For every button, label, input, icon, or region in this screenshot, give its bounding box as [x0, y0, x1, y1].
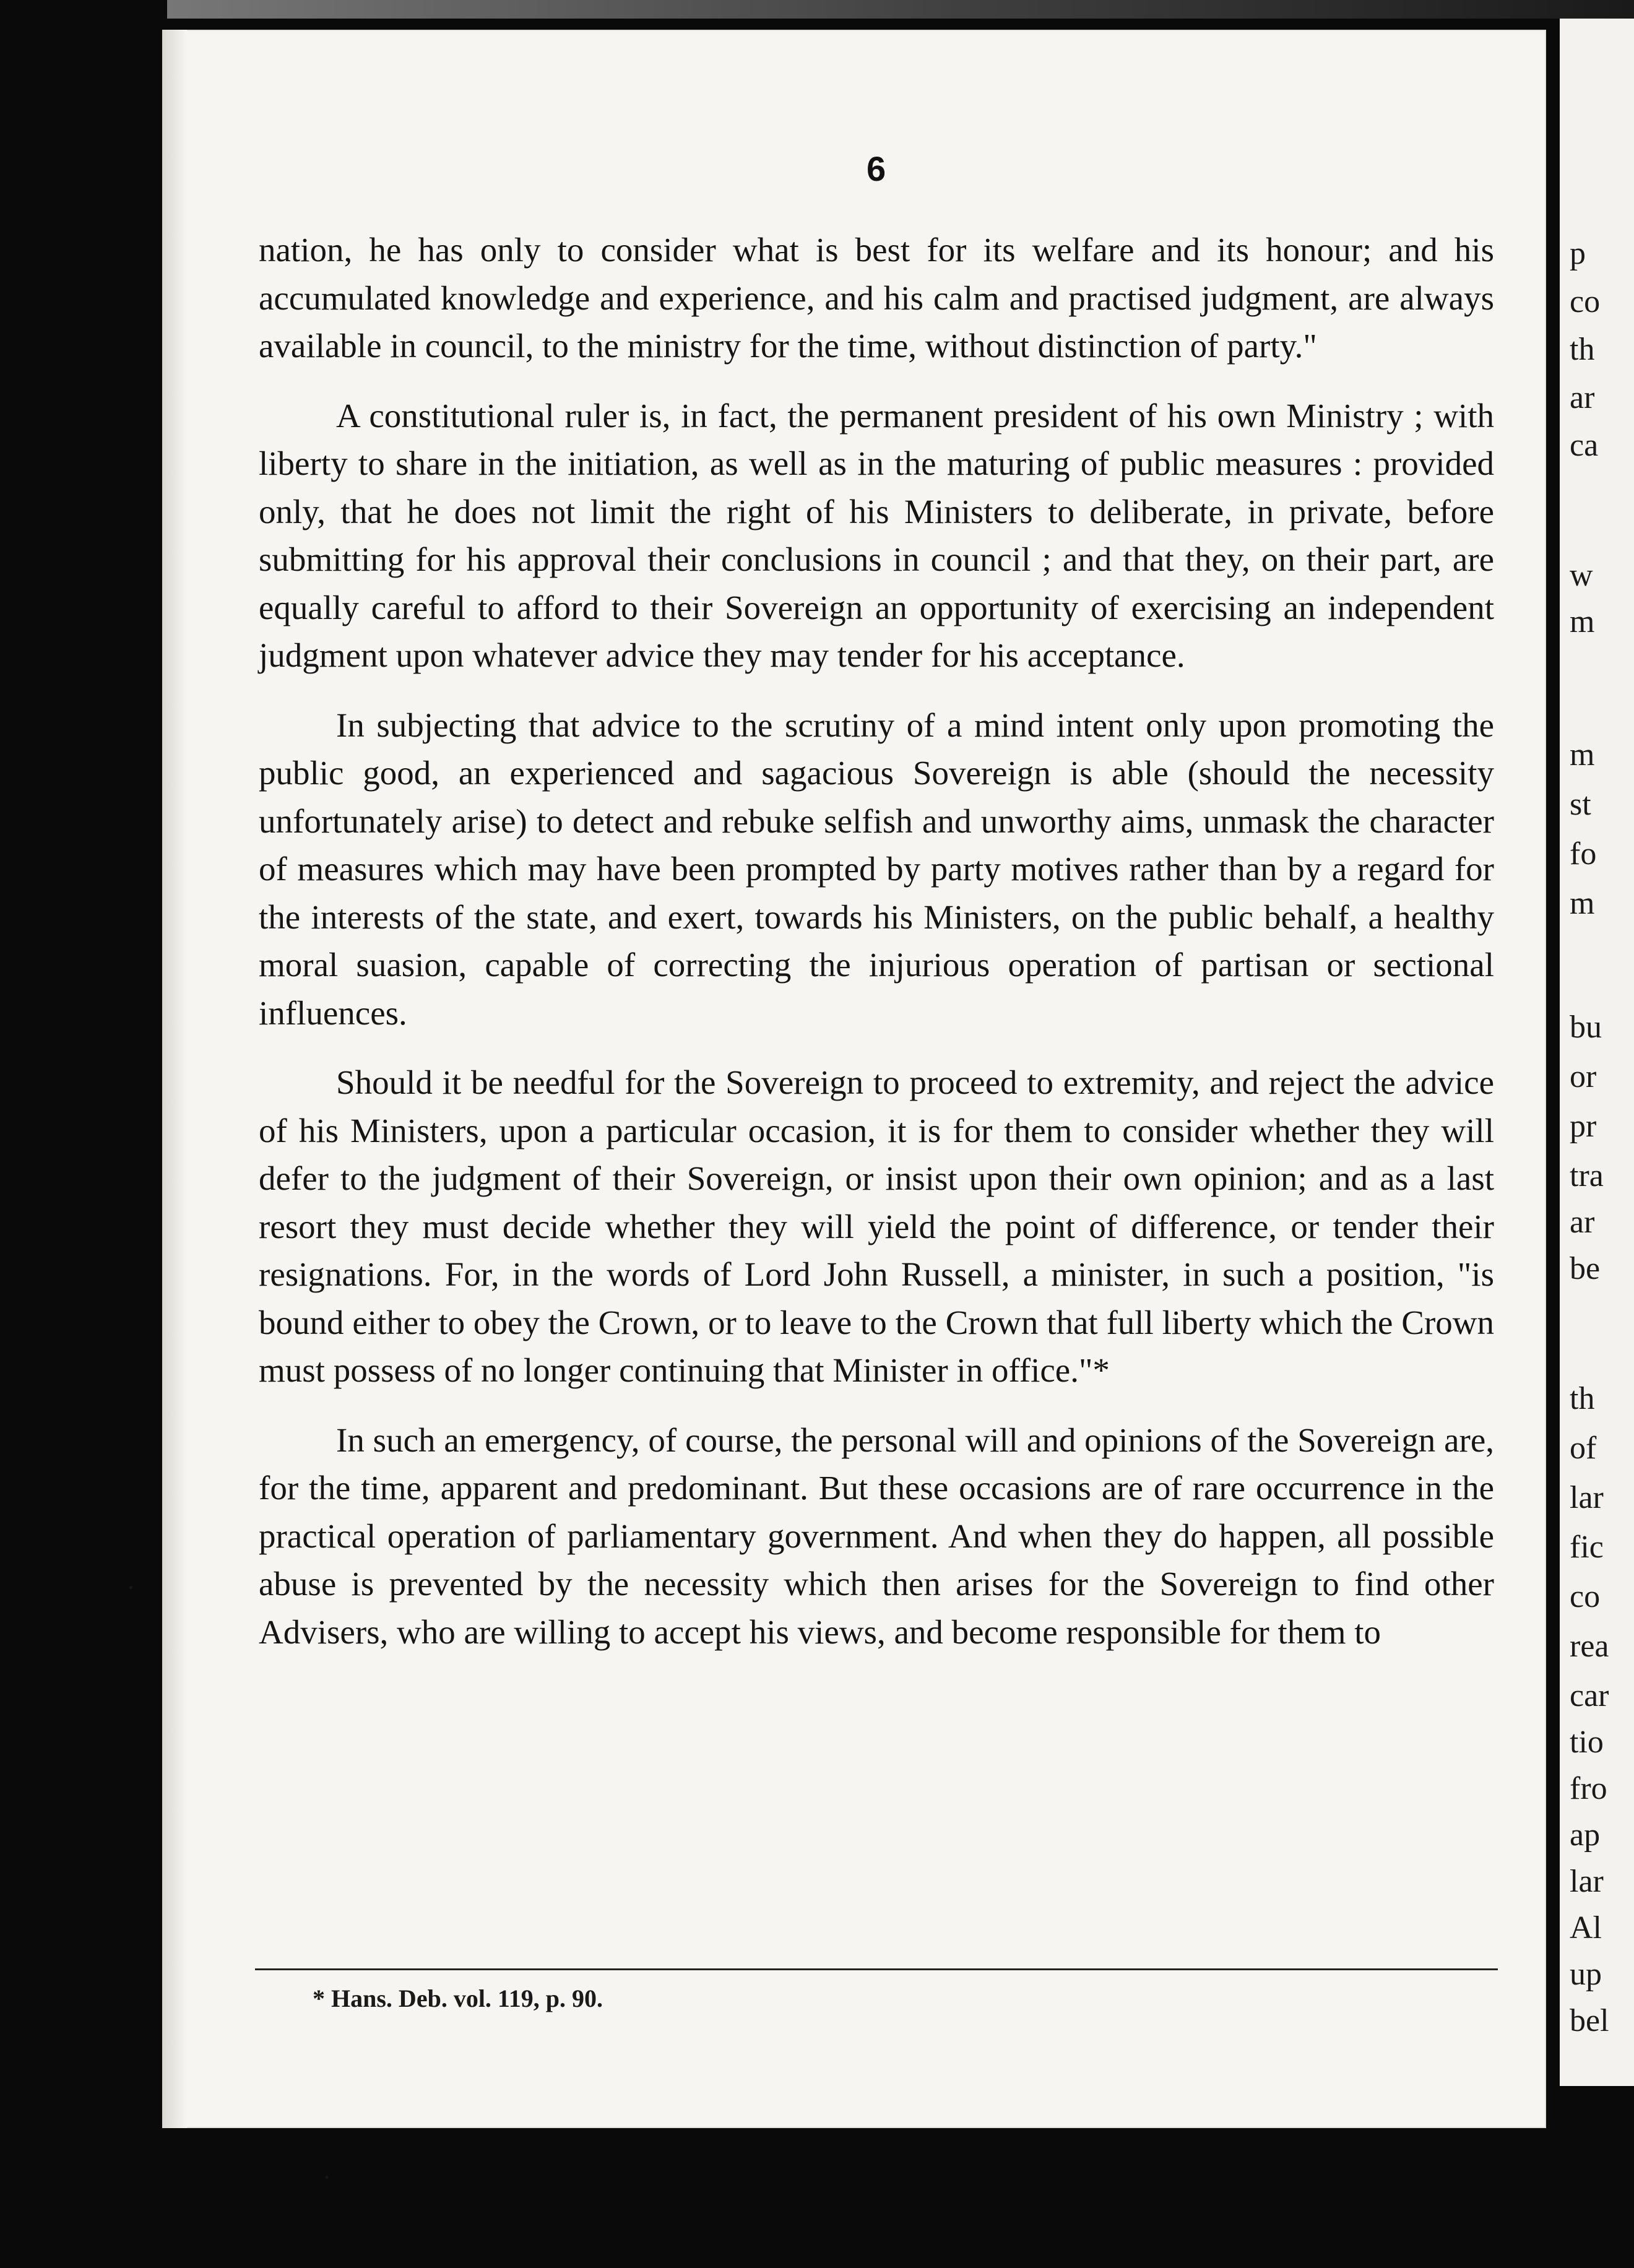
page-number: 6: [867, 149, 886, 188]
adjacent-page-fragment: lar: [1570, 1480, 1604, 1515]
adjacent-page-fragment: m: [1570, 737, 1595, 773]
adjacent-page-fragment: bu: [1570, 1010, 1602, 1045]
adjacent-page-fragment: p: [1570, 236, 1586, 271]
adjacent-page-fragment: Al: [1570, 1910, 1602, 1946]
adjacent-page-fragment: tio: [1570, 1725, 1604, 1760]
footnote-divider: [255, 1968, 1498, 1970]
footnote: * Hans. Deb. vol. 119, p. 90.: [313, 1984, 603, 2012]
adjacent-page-fragment: m: [1570, 604, 1595, 639]
adjacent-page-fragment: bel: [1570, 2003, 1609, 2038]
paragraph: In such an emergency, of course, the personal will and opinions of the Sovereign are, for the time, apparent and predominant. But these occasions are of rare occurrence in the practical operation of parliamentary government. And when they do happen, all possible abuse is prevented by the necessity which then arises for the Sovereign to find other Advisers, who are willing to accept his views, and become responsible for them to: [259, 1421, 1494, 1651]
paragraph: nation, he has only to consider what is best for its welfare and its honour; and his accumulated knowledge and experience, and his calm and practised judgment, are always available in council, to the ministry for the time, without distinction of party.": [259, 231, 1494, 365]
paragraph: Should it be needful for the Sovereign to proceed to extremity, and reject the advice of his Ministers, upon a particular occasion, it is for them to consider whether they will defer to the judgment of their Sovereign, or insist upon their own opinion; and as a last resort they must decide whether they will yield the point of difference, or tender their resignations. For, in the words of Lord John Russell, a minister, in such a position, "is bound either to obey the Crown, or to leave to the Crown that full liberty which the Crown must possess of no longer continuing that Minister in office."*: [259, 1063, 1494, 1389]
adjacent-page-fragment: fo: [1570, 836, 1597, 872]
scan-top-edge: [167, 0, 1634, 19]
adjacent-page-fragment: lar: [1570, 1864, 1604, 1899]
adjacent-page-fragment: th: [1570, 1381, 1595, 1416]
adjacent-page-fragment: ar: [1570, 380, 1595, 415]
adjacent-page-fragment: or: [1570, 1059, 1597, 1094]
body-text: [259, 226, 1494, 1677]
adjacent-page-fragment: th: [1570, 332, 1595, 367]
adjacent-page-fragment: tra: [1570, 1158, 1604, 1193]
adjacent-page-fragment: fic: [1570, 1530, 1604, 1565]
adjacent-page-fragment: co: [1570, 284, 1601, 319]
adjacent-page-fragment: rea: [1570, 1629, 1609, 1664]
adjacent-page-fragment: car: [1570, 1678, 1609, 1713]
page-binding-edge: [162, 30, 187, 2128]
adjacent-page-fragment: ap: [1570, 1817, 1601, 1853]
adjacent-page-fragment: be: [1570, 1251, 1601, 1286]
adjacent-page-fragment: ar: [1570, 1205, 1595, 1240]
adjacent-page-fragment: pr: [1570, 1109, 1597, 1144]
adjacent-page-fragment: st: [1570, 787, 1591, 822]
adjacent-page-fragment: fro: [1570, 1771, 1607, 1806]
adjacent-page-fragment: up: [1570, 1957, 1602, 1992]
adjacent-page: [1560, 19, 1634, 2086]
paragraph: A constitutional ruler is, in fact, the permanent president of his own Ministry ; with liberty to share in the initiation, as well as in the maturing of public measures : provided only, that he does not limit the right of his Ministers to deliberate, in private, before submitting for his approval their conclusions in council ; and that they, on their part, are equally careful to afford to their Sovereign an opportunity of exercising an independent judgment upon whatever advice they may tender for his acceptance.: [259, 396, 1494, 674]
paragraph: In subjecting that advice to the scrutiny of a mind intent only upon promoting the public good, an experienced and sagacious Sovereign is able (should the necessity unfortunately arise) to detect and rebuke selfish and unworthy aims, unmask the character of measures which may have been prompted by party motives rather than by a regard for the interests of the state, and exert, towards his Ministers, on the public behalf, a healthy moral suasion, capable of correcting the injurious operation of partisan or sectional influences.: [259, 706, 1494, 1032]
adjacent-page-fragment: of: [1570, 1430, 1597, 1466]
adjacent-page-fragment: ca: [1570, 428, 1599, 463]
adjacent-page-fragment: w: [1570, 558, 1593, 593]
adjacent-page-fragment: m: [1570, 886, 1595, 921]
adjacent-page-fragment: co: [1570, 1579, 1601, 1614]
